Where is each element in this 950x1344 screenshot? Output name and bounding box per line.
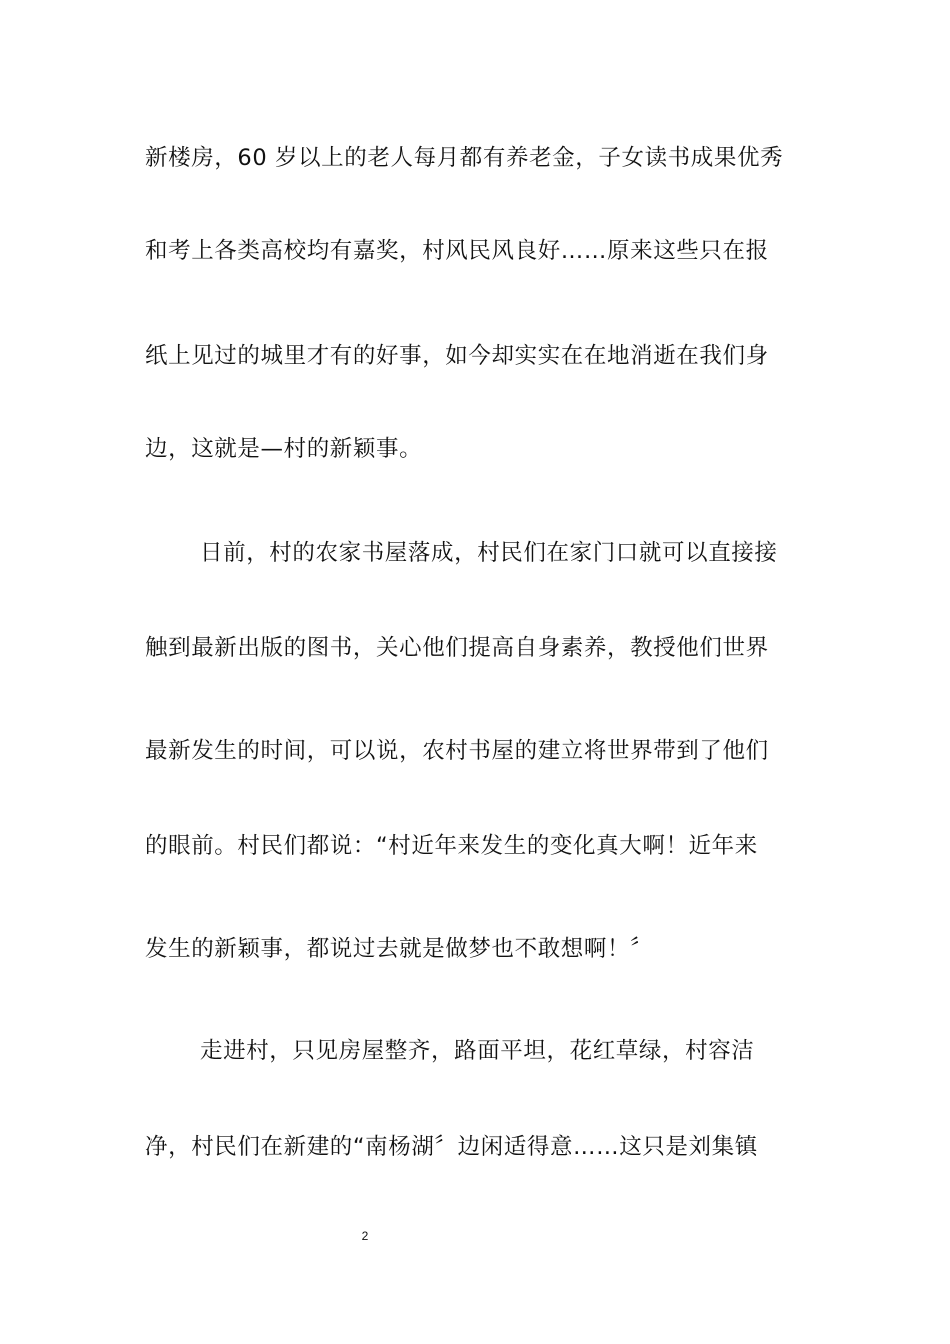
text-line-5: 日前，村的农家书屋落成，村民们在家门口就可以直接接 — [200, 540, 778, 566]
text-line-9: 发生的新颖事，都说过去就是做梦也不敢想啊！〞 — [145, 936, 654, 962]
text-line-3: 纸上见过的城里才有的好事，如今却实实在在地消逝在我们身 — [145, 343, 769, 369]
page-number: 2 — [361, 1229, 369, 1243]
text-line-11: 净，村民们在新建的“南杨湖〞边闲适得意……这只是刘集镇 — [145, 1134, 758, 1160]
text-line-7: 最新发生的时间，可以说，农村书屋的建立将世界带到了他们 — [145, 738, 769, 764]
text-line-1: 新楼房，60 岁以上的老人每月都有养老金，子女读书成果优秀 — [145, 145, 784, 171]
text-line-6: 触到最新出版的图书，关心他们提高自身素养，教授他们世界 — [145, 635, 769, 661]
text-line-10: 走进村，只见房屋整齐，路面平坦，花红草绿，村容洁 — [200, 1038, 755, 1064]
text-line-2: 和考上各类高校均有嘉奖，村风民风良好……原来这些只在报 — [145, 238, 769, 264]
text-line-4: 边，这就是—村的新颖事。 — [145, 436, 423, 462]
text-line-8: 的眼前。村民们都说：“村近年来发生的变化真大啊！近年来 — [145, 833, 758, 859]
